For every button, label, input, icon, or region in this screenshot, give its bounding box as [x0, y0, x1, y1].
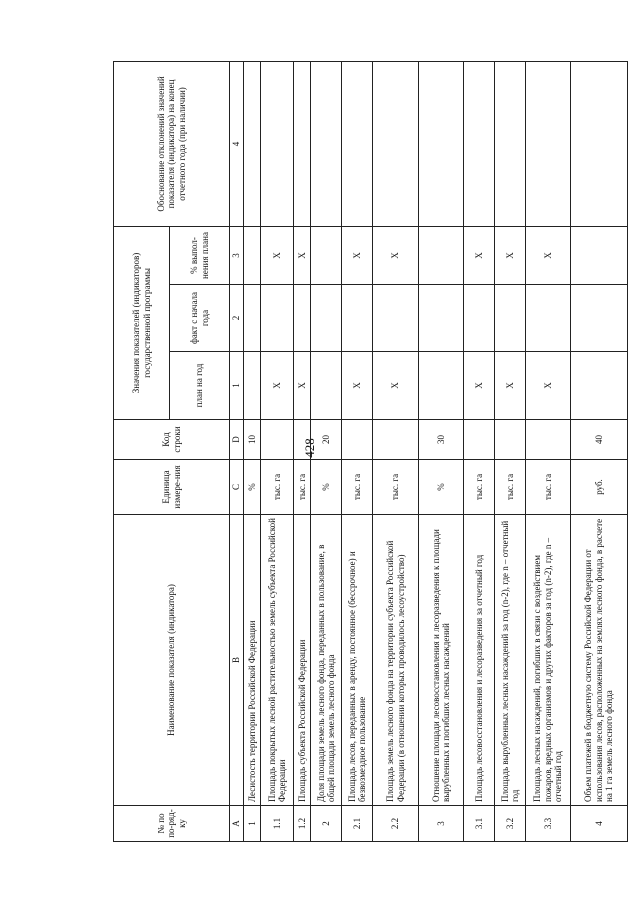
row-num: 3 — [419, 806, 464, 842]
table-row — [373, 61, 419, 841]
table-row — [464, 61, 495, 841]
row-percent: X — [526, 226, 571, 284]
row-plan: X — [261, 352, 294, 420]
index-cell: B — [230, 515, 244, 806]
table-row — [571, 61, 628, 841]
row-num: 2.2 — [373, 806, 419, 842]
row-code: 30 — [419, 420, 464, 460]
row-fact — [342, 285, 373, 352]
row-plan: X — [373, 352, 419, 420]
index-cell: 1 — [230, 352, 244, 420]
row-fact — [571, 285, 628, 352]
row-plan: X — [526, 352, 571, 420]
row-percent: X — [261, 226, 294, 284]
row-note — [419, 61, 464, 226]
row-fact — [261, 285, 294, 352]
row-plan — [311, 352, 342, 420]
row-code — [495, 420, 526, 460]
header-values-group: Значения показателей (индикаторов) государственной программы — [114, 226, 170, 419]
row-unit: руб. — [571, 460, 628, 515]
row-code — [526, 420, 571, 460]
row-plan: X — [294, 352, 311, 420]
row-num: 3.2 — [495, 806, 526, 842]
row-fact — [464, 285, 495, 352]
table-row — [261, 61, 294, 841]
row-unit: % — [419, 460, 464, 515]
row-fact — [294, 285, 311, 352]
index-cell: C — [230, 460, 244, 515]
row-note — [571, 61, 628, 226]
header-percent: % выпол-нения плана — [170, 226, 230, 284]
rotated-table-wrapper — [113, 62, 615, 842]
row-name: Площадь субъекта Российской Федерации — [294, 515, 311, 806]
row-fact — [373, 285, 419, 352]
index-cell: 2 — [230, 285, 244, 352]
row-note — [261, 61, 294, 226]
indicators-table — [113, 61, 628, 842]
header-num: № по по-ряд-ку — [114, 806, 230, 842]
row-unit: % — [244, 460, 261, 515]
row-unit: тыс. га — [495, 460, 526, 515]
table-row — [526, 61, 571, 841]
header-row-1 — [114, 61, 170, 841]
row-name: Площадь лесных насаждений, погибших в связи с воздействием пожаров, вредных организмов и других факторов за год (n-2), где n – отчетный год — [526, 515, 571, 806]
row-num: 1.2 — [294, 806, 311, 842]
row-name: Площадь покрытых лесной растительностью земель субъекта Российской Федерации — [261, 515, 294, 806]
row-note — [373, 61, 419, 226]
row-name: Площадь земель лесного фонда на территории субъекта Российской Федерации (в отношении которых проводилось лесоустройство) — [373, 515, 419, 806]
row-percent — [571, 226, 628, 284]
row-code — [373, 420, 419, 460]
page-number: 428 — [301, 438, 317, 458]
table-row — [244, 61, 261, 841]
row-code: 20 — [311, 420, 342, 460]
row-num: 1 — [244, 806, 261, 842]
row-plan: X — [342, 352, 373, 420]
row-fact — [419, 285, 464, 352]
index-cell: 4 — [230, 61, 244, 226]
row-code — [342, 420, 373, 460]
row-note — [526, 61, 571, 226]
index-cell: D — [230, 420, 244, 460]
row-fact — [495, 285, 526, 352]
row-percent — [419, 226, 464, 284]
row-percent — [311, 226, 342, 284]
row-num: 3.3 — [526, 806, 571, 842]
row-name: Объем платежей в бюджетную систему Российской Федерации от использования лесов, расположенных на землях лесного фонда, в расчете на 1 га земель лесного фонда — [571, 515, 628, 806]
row-percent: X — [464, 226, 495, 284]
row-note — [244, 61, 261, 226]
row-num: 4 — [571, 806, 628, 842]
row-num: 1.1 — [261, 806, 294, 842]
row-code — [464, 420, 495, 460]
index-cell: A — [230, 806, 244, 842]
index-row — [230, 61, 244, 841]
table-row — [311, 61, 342, 841]
row-num: 2.1 — [342, 806, 373, 842]
row-code: 10 — [244, 420, 261, 460]
row-percent: X — [495, 226, 526, 284]
row-unit: тыс. га — [261, 460, 294, 515]
row-name: Отношение площади лесовосстановления и лесоразведения к площади вырубленных и погибших лесных насаждений — [419, 515, 464, 806]
row-name: Лесистость территории Российской Федерации — [244, 515, 261, 806]
row-plan: X — [464, 352, 495, 420]
row-percent: X — [373, 226, 419, 284]
index-cell: 3 — [230, 226, 244, 284]
table-row — [419, 61, 464, 841]
row-note — [495, 61, 526, 226]
row-name: Площадь вырубленных лесных насаждений за год (n-2), где n – отчетный год — [495, 515, 526, 806]
row-code: 40 — [571, 420, 628, 460]
row-unit: тыс. га — [464, 460, 495, 515]
row-fact — [526, 285, 571, 352]
row-percent — [244, 226, 261, 284]
row-fact — [311, 285, 342, 352]
header-plan: план на год — [170, 352, 230, 420]
table-row — [294, 61, 311, 841]
row-plan — [244, 352, 261, 420]
row-percent: X — [342, 226, 373, 284]
header-fact: факт с начала года — [170, 285, 230, 352]
header-code: Код строки — [114, 420, 230, 460]
row-fact — [244, 285, 261, 352]
table-row — [342, 61, 373, 841]
row-unit: тыс. га — [373, 460, 419, 515]
row-code — [261, 420, 294, 460]
row-unit: тыс. га — [294, 460, 311, 515]
row-name: Площадь лесов, переданных в аренду, постоянное (бессрочное) и безвозмездное пользование — [342, 515, 373, 806]
table-row — [495, 61, 526, 841]
row-num: 3.1 — [464, 806, 495, 842]
row-unit: тыс. га — [526, 460, 571, 515]
row-unit: % — [311, 460, 342, 515]
row-percent: X — [294, 226, 311, 284]
row-note — [294, 61, 311, 226]
row-plan: X — [495, 352, 526, 420]
row-code — [294, 420, 311, 460]
row-name: Площадь лесовосстановления и лесоразведения за отчетный год — [464, 515, 495, 806]
header-unit: Единица измере-ния — [114, 460, 230, 515]
row-unit: тыс. га — [342, 460, 373, 515]
row-note — [464, 61, 495, 226]
header-justification: Обоснование отклонений значений показателя (индикатора) на конец отчетного года (при наличии) — [114, 61, 230, 226]
row-note — [342, 61, 373, 226]
row-num: 2 — [311, 806, 342, 842]
row-plan — [419, 352, 464, 420]
row-plan — [571, 352, 628, 420]
header-name: Наименование показателя (индикатора) — [114, 515, 230, 806]
row-note — [311, 61, 342, 226]
row-name: Доля площади земель лесного фонда, переданных в пользование, в общей площади земель лесного фонда — [311, 515, 342, 806]
